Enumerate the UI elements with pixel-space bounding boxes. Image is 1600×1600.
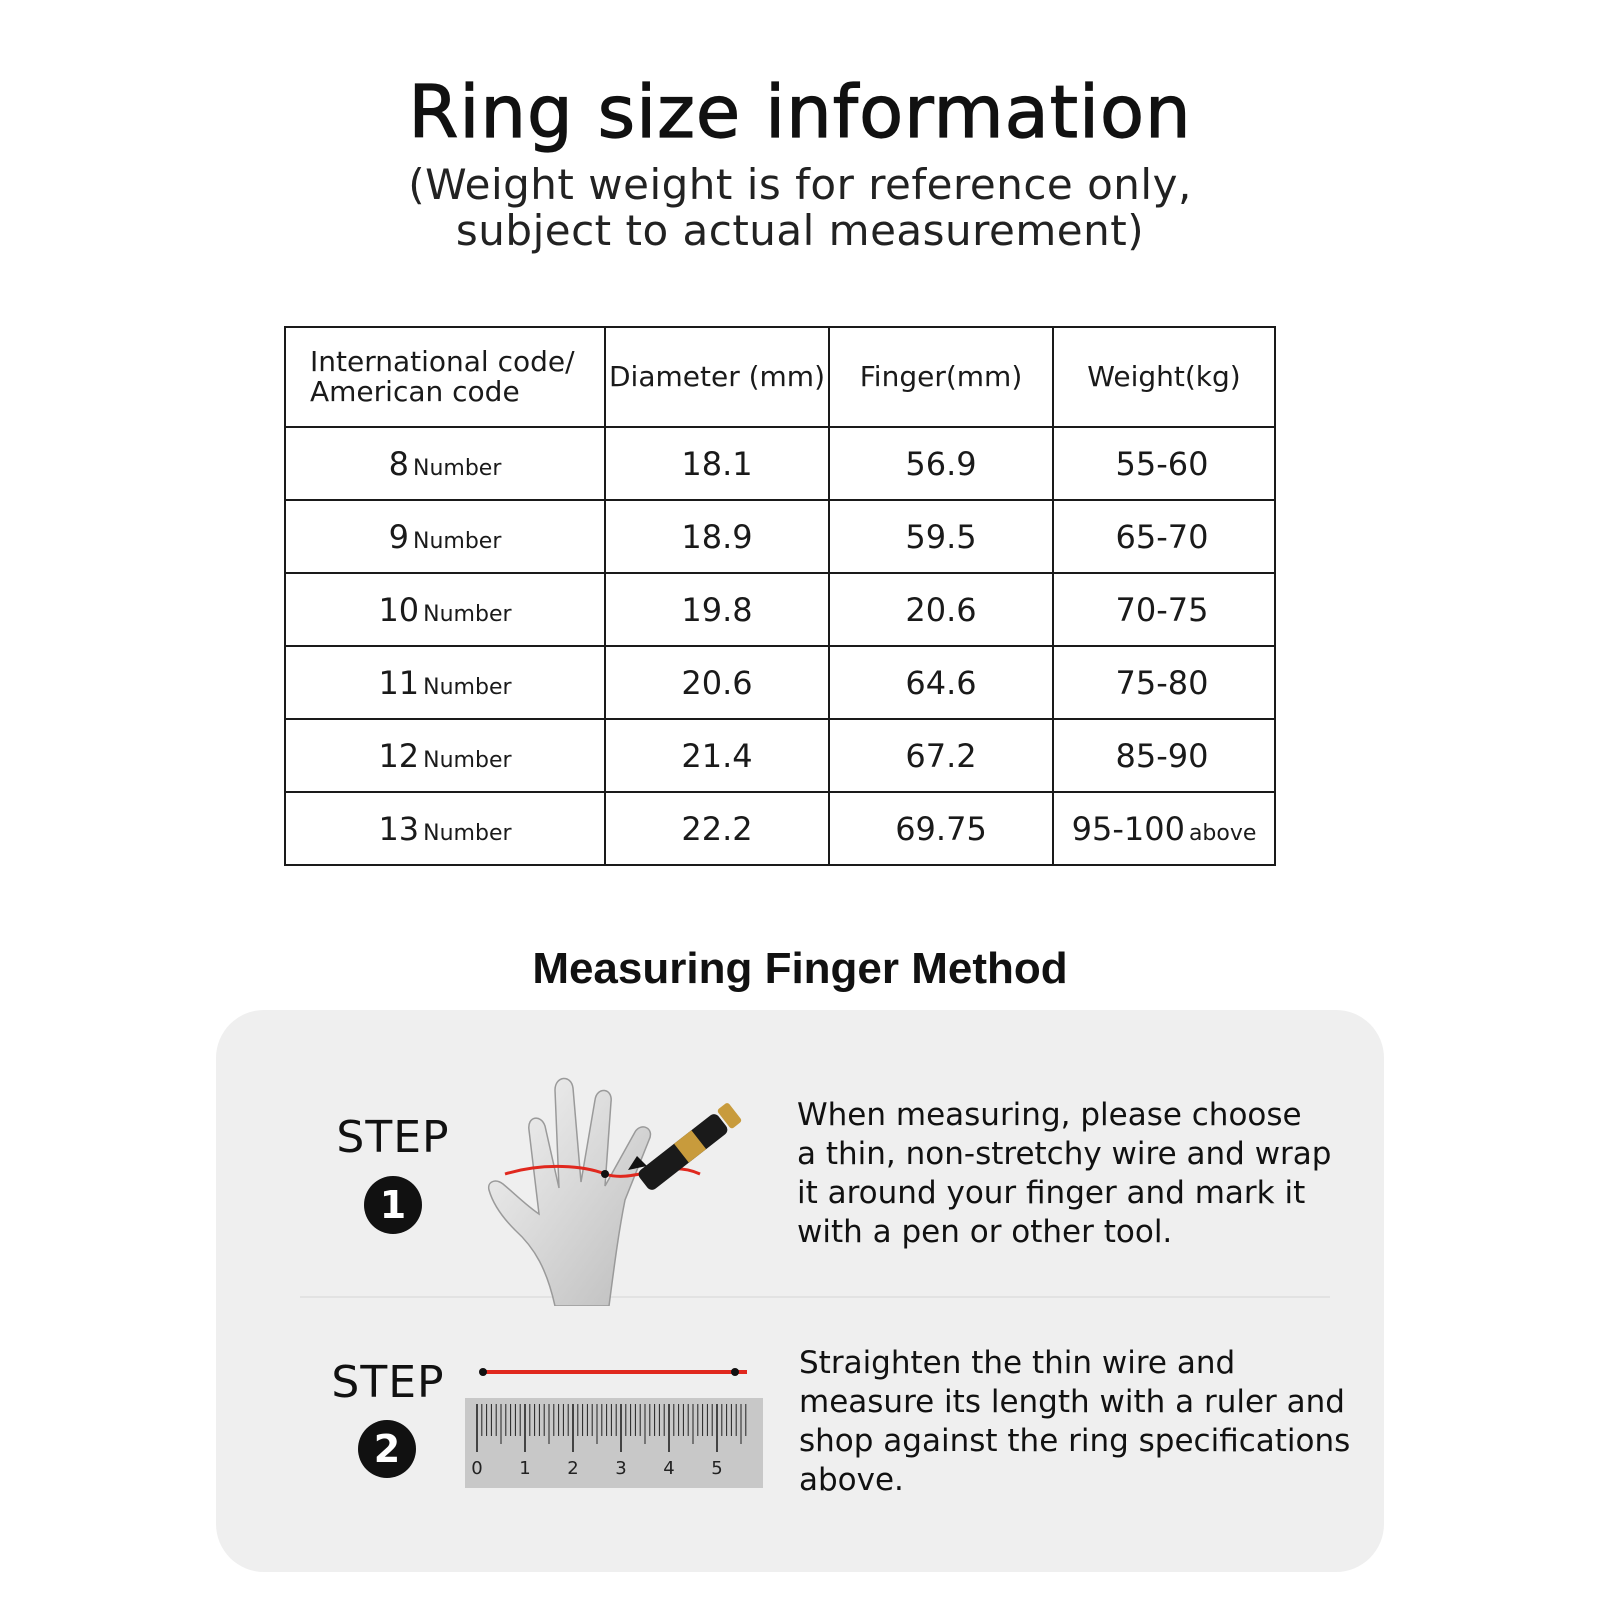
- cell-size: [285, 500, 605, 573]
- table-row: [285, 792, 1275, 865]
- subtitle-line-1: (Weight weight is for reference only,: [408, 160, 1192, 209]
- ruler-label: 4: [663, 1458, 675, 1479]
- weight-value: 75-80: [1115, 663, 1209, 702]
- cell-diameter: 22.2: [605, 792, 829, 865]
- ring-size-table: [284, 326, 1276, 866]
- method-title: Measuring Finger Method: [532, 944, 1068, 993]
- header-diameter: Diameter (mm): [605, 327, 829, 427]
- ruler-illustration: [465, 1360, 765, 1490]
- step-2-text: [799, 1344, 1350, 1500]
- cell-finger: 64.6: [829, 646, 1053, 719]
- step-2-line-2: measure its length with a ruler and: [799, 1384, 1345, 1420]
- table-row: [285, 719, 1275, 792]
- weight-value: 95-100: [1071, 809, 1185, 848]
- size-unit: Number: [423, 674, 512, 700]
- size-value: 10: [378, 590, 420, 629]
- table-row: [285, 500, 1275, 573]
- wire-mark: [601, 1170, 609, 1178]
- weight-value: 85-90: [1115, 736, 1209, 775]
- cell-weight: [1053, 646, 1275, 719]
- cell-size: [285, 646, 605, 719]
- step-divider: [300, 1296, 1330, 1298]
- header-code-line-1: International code/: [310, 345, 575, 378]
- wire-end-mark: [731, 1368, 739, 1376]
- table-row: [285, 573, 1275, 646]
- hand-icon: [489, 1078, 651, 1306]
- ruler-label: 1: [519, 1458, 531, 1479]
- step-1-line-4: with a pen or other tool.: [797, 1214, 1173, 1250]
- subtitle-line-2: subject to actual measurement): [455, 206, 1145, 255]
- cell-weight: [1053, 500, 1275, 573]
- ruler-label: 2: [567, 1458, 579, 1479]
- size-unit: Number: [412, 455, 502, 481]
- wire-start-mark: [479, 1368, 487, 1376]
- weight-value: 65-70: [1115, 517, 1209, 556]
- cell-diameter: 20.6: [605, 646, 829, 719]
- cell-finger: 56.9: [829, 427, 1053, 500]
- cell-size: [285, 573, 605, 646]
- ruler-label: 5: [711, 1458, 723, 1479]
- cell-diameter: 21.4: [605, 719, 829, 792]
- table-row: [285, 646, 1275, 719]
- size-value: 8: [388, 444, 409, 483]
- ruler-label: 3: [615, 1458, 627, 1479]
- step-1-text: [797, 1096, 1331, 1252]
- step-2-line-4: above.: [799, 1462, 904, 1498]
- size-unit: Number: [423, 747, 512, 773]
- cell-size: [285, 427, 605, 500]
- cell-finger: 20.6: [829, 573, 1053, 646]
- weight-value: 55-60: [1115, 444, 1209, 483]
- step-2-number: 2: [358, 1420, 416, 1478]
- table-row: [285, 427, 1275, 500]
- size-unit: Number: [423, 601, 512, 627]
- cell-finger: 59.5: [829, 500, 1053, 573]
- size-value: 9: [388, 517, 409, 556]
- weight-value: 70-75: [1115, 590, 1209, 629]
- cell-finger: 67.2: [829, 719, 1053, 792]
- step-2-line-1: Straighten the thin wire and: [799, 1345, 1236, 1381]
- table-header-row: [285, 327, 1275, 427]
- size-unit: Number: [412, 528, 502, 554]
- size-value: 12: [378, 736, 420, 775]
- step-2-line-3: shop against the ring specifications: [799, 1423, 1351, 1459]
- step-1-line-2: a thin, non-stretchy wire and wrap: [797, 1136, 1332, 1172]
- cell-size: [285, 719, 605, 792]
- cell-diameter: 18.9: [605, 500, 829, 573]
- ruler-label: 0: [471, 1458, 483, 1479]
- step-1-line-1: When measuring, please choose: [797, 1097, 1302, 1133]
- size-value: 13: [378, 809, 420, 848]
- size-unit: Number: [423, 820, 512, 846]
- header-weight: Weight(kg): [1053, 327, 1275, 427]
- weight-suffix: above: [1188, 820, 1257, 846]
- step-2-label: STEP: [331, 1357, 445, 1408]
- cell-finger: 69.75: [829, 792, 1053, 865]
- hand-measuring-illustration: [485, 1070, 785, 1306]
- cell-diameter: 18.1: [605, 427, 829, 500]
- page-title: Ring size information: [408, 70, 1192, 154]
- cell-weight: [1053, 719, 1275, 792]
- size-value: 11: [378, 663, 420, 702]
- cell-diameter: 19.8: [605, 573, 829, 646]
- cell-size: [285, 792, 605, 865]
- cell-weight: [1053, 573, 1275, 646]
- header-code: [285, 327, 605, 427]
- header-code-line-2: American code: [310, 375, 520, 408]
- step-1-label: STEP: [336, 1112, 450, 1163]
- header-finger: Finger(mm): [829, 327, 1053, 427]
- cell-weight: [1053, 792, 1275, 865]
- step-1-number: 1: [364, 1176, 422, 1234]
- page-subtitle: [0, 162, 1600, 254]
- cell-weight: [1053, 427, 1275, 500]
- step-1-line-3: it around your finger and mark it: [797, 1175, 1306, 1211]
